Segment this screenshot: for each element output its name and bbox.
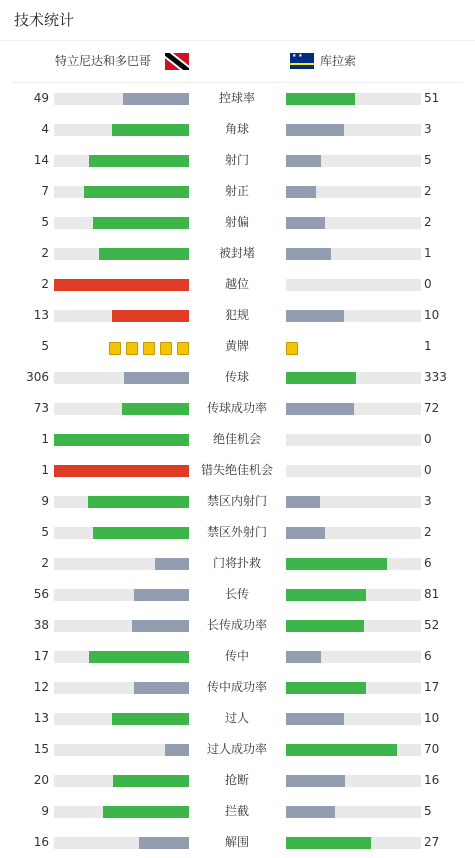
away-team-name: 库拉索 bbox=[320, 54, 357, 68]
away-value: 0 bbox=[424, 463, 432, 477]
away-bar-fill bbox=[286, 837, 371, 849]
away-value: 51 bbox=[424, 91, 440, 105]
curacao-flag-icon: ★ ★ bbox=[290, 53, 314, 69]
away-value: 0 bbox=[424, 432, 432, 446]
away-value: 0 bbox=[424, 277, 432, 291]
away-value: 5 bbox=[424, 804, 432, 818]
away-bar-fill bbox=[286, 775, 345, 787]
stat-row bbox=[0, 765, 475, 796]
away-bar-fill bbox=[286, 403, 354, 415]
yellow-card-icon bbox=[160, 342, 172, 355]
home-value: 9 bbox=[41, 804, 49, 818]
away-bar-track bbox=[286, 496, 421, 508]
home-bar-track bbox=[54, 775, 189, 787]
stat-label: 射偏 bbox=[224, 215, 249, 229]
stat-row bbox=[0, 827, 475, 858]
yellow-card-icon bbox=[126, 342, 138, 355]
home-bar-fill bbox=[122, 403, 190, 415]
away-bar-track bbox=[286, 186, 421, 198]
home-bar-fill bbox=[112, 713, 189, 725]
stats-list bbox=[0, 83, 475, 858]
away-bar-fill bbox=[286, 217, 325, 229]
away-bar-track bbox=[286, 465, 421, 477]
stat-row bbox=[0, 114, 475, 145]
stat-row bbox=[0, 641, 475, 672]
stat-label: 射门 bbox=[224, 153, 249, 167]
home-value: 5 bbox=[41, 525, 49, 539]
away-bar-track bbox=[286, 713, 421, 725]
away-value: 2 bbox=[424, 525, 432, 539]
home-bar-fill bbox=[93, 217, 189, 229]
away-bar-fill bbox=[286, 620, 364, 632]
away-bar-track bbox=[286, 217, 421, 229]
away-value: 1 bbox=[424, 339, 432, 353]
stat-row bbox=[0, 424, 475, 455]
stat-row bbox=[0, 331, 475, 362]
away-bar-track bbox=[286, 682, 421, 694]
home-bar-fill bbox=[93, 527, 189, 539]
yellow-card-icon bbox=[143, 342, 155, 355]
home-bar-fill bbox=[54, 434, 189, 446]
away-bar-track bbox=[286, 589, 421, 601]
away-yellow-cards bbox=[286, 340, 303, 353]
home-value: 14 bbox=[33, 153, 49, 167]
home-value: 2 bbox=[41, 277, 49, 291]
away-bar-fill bbox=[286, 496, 320, 508]
away-bar-fill bbox=[286, 372, 356, 384]
away-bar-track bbox=[286, 775, 421, 787]
home-value: 17 bbox=[33, 649, 49, 663]
home-value: 13 bbox=[33, 711, 49, 725]
home-bar-track bbox=[54, 837, 189, 849]
away-bar-fill bbox=[286, 682, 366, 694]
stat-label: 长传 bbox=[224, 587, 249, 601]
away-bar-track bbox=[286, 806, 421, 818]
home-bar-fill bbox=[54, 279, 189, 291]
home-bar-track bbox=[54, 403, 189, 415]
home-value: 5 bbox=[41, 215, 49, 229]
home-bar-track bbox=[54, 620, 189, 632]
home-bar-fill bbox=[89, 651, 189, 663]
home-value: 49 bbox=[33, 91, 49, 105]
away-value: 70 bbox=[424, 742, 440, 756]
away-bar-track bbox=[286, 372, 421, 384]
home-bar-fill bbox=[112, 124, 189, 136]
home-value: 12 bbox=[33, 680, 49, 694]
stat-row bbox=[0, 579, 475, 610]
home-bar-track bbox=[54, 589, 189, 601]
away-value: 72 bbox=[424, 401, 440, 415]
home-value: 56 bbox=[33, 587, 49, 601]
stat-row bbox=[0, 517, 475, 548]
away-bar-fill bbox=[286, 713, 344, 725]
home-bar-fill bbox=[113, 775, 189, 787]
home-bar-track bbox=[54, 186, 189, 198]
stat-label: 解围 bbox=[224, 835, 249, 849]
stat-label: 传球 bbox=[224, 370, 249, 384]
stat-label: 传中 bbox=[224, 649, 249, 663]
away-bar-fill bbox=[286, 744, 397, 756]
stat-label: 传球成功率 bbox=[206, 401, 267, 415]
away-bar-fill bbox=[286, 186, 316, 198]
home-bar-fill bbox=[54, 465, 189, 477]
away-bar-fill bbox=[286, 806, 335, 818]
away-bar-track bbox=[286, 93, 421, 105]
away-bar-track bbox=[286, 155, 421, 167]
home-bar-fill bbox=[124, 372, 189, 384]
away-value: 16 bbox=[424, 773, 440, 787]
home-bar-fill bbox=[134, 589, 189, 601]
yellow-card-icon bbox=[109, 342, 121, 355]
stat-row bbox=[0, 145, 475, 176]
away-bar-track bbox=[286, 744, 421, 756]
page-title: 技术统计 bbox=[0, 0, 475, 41]
home-bar-fill bbox=[99, 248, 189, 260]
home-value: 38 bbox=[33, 618, 49, 632]
home-bar-track bbox=[54, 248, 189, 260]
away-value: 1 bbox=[424, 246, 432, 260]
away-bar-fill bbox=[286, 558, 387, 570]
home-bar-track bbox=[54, 713, 189, 725]
stat-row bbox=[0, 83, 475, 114]
home-bar-fill bbox=[139, 837, 189, 849]
home-bar-track bbox=[54, 651, 189, 663]
home-bar-track bbox=[54, 558, 189, 570]
home-value: 73 bbox=[33, 401, 49, 415]
home-bar-fill bbox=[89, 155, 189, 167]
yellow-card-icon bbox=[177, 342, 189, 355]
stat-row bbox=[0, 269, 475, 300]
stat-row bbox=[0, 362, 475, 393]
yellow-card-icon bbox=[286, 342, 298, 355]
stat-row bbox=[0, 796, 475, 827]
home-value: 15 bbox=[33, 742, 49, 756]
away-bar-track bbox=[286, 310, 421, 322]
stat-row bbox=[0, 734, 475, 765]
home-value: 306 bbox=[26, 370, 49, 384]
away-bar-fill bbox=[286, 93, 355, 105]
stat-row bbox=[0, 610, 475, 641]
home-value: 7 bbox=[41, 184, 49, 198]
away-value: 52 bbox=[424, 618, 440, 632]
stat-row bbox=[0, 238, 475, 269]
stat-label: 角球 bbox=[224, 122, 249, 136]
away-value: 2 bbox=[424, 184, 432, 198]
away-bar-fill bbox=[286, 589, 366, 601]
home-value: 2 bbox=[41, 556, 49, 570]
stat-label: 禁区内射门 bbox=[206, 494, 267, 508]
stat-row bbox=[0, 672, 475, 703]
home-yellow-cards bbox=[104, 340, 189, 353]
home-value: 1 bbox=[41, 463, 49, 477]
home-value: 13 bbox=[33, 308, 49, 322]
home-bar-fill bbox=[155, 558, 189, 570]
home-bar-track bbox=[54, 527, 189, 539]
home-bar-track bbox=[54, 372, 189, 384]
away-value: 333 bbox=[424, 370, 447, 384]
stat-label: 抢断 bbox=[224, 773, 249, 787]
away-bar-track bbox=[286, 620, 421, 632]
stat-label: 过人 bbox=[224, 711, 249, 725]
stat-label: 传中成功率 bbox=[206, 680, 267, 694]
away-value: 3 bbox=[424, 494, 432, 508]
away-bar-track bbox=[286, 124, 421, 136]
stat-label: 射正 bbox=[224, 184, 249, 198]
away-bar-track bbox=[286, 403, 421, 415]
home-value: 1 bbox=[41, 432, 49, 446]
stat-label: 越位 bbox=[224, 277, 249, 291]
stat-row bbox=[0, 703, 475, 734]
away-bar-track bbox=[286, 527, 421, 539]
home-bar-track bbox=[54, 310, 189, 322]
home-bar-fill bbox=[123, 93, 189, 105]
away-bar-track bbox=[286, 558, 421, 570]
stat-label: 禁区外射门 bbox=[206, 525, 267, 539]
home-bar-fill bbox=[165, 744, 189, 756]
home-value: 4 bbox=[41, 122, 49, 136]
stat-label: 长传成功率 bbox=[206, 618, 267, 632]
away-value: 10 bbox=[424, 308, 440, 322]
stat-row bbox=[0, 548, 475, 579]
home-bar-fill bbox=[103, 806, 189, 818]
away-value: 10 bbox=[424, 711, 440, 725]
home-bar-track bbox=[54, 806, 189, 818]
team-header bbox=[12, 41, 463, 83]
away-bar-fill bbox=[286, 527, 325, 539]
away-bar-fill bbox=[286, 124, 344, 136]
home-bar-track bbox=[54, 155, 189, 167]
away-bar-track bbox=[286, 434, 421, 446]
away-value: 17 bbox=[424, 680, 440, 694]
home-bar-track bbox=[54, 682, 189, 694]
away-value: 2 bbox=[424, 215, 432, 229]
stat-label: 控球率 bbox=[218, 91, 255, 105]
stat-label: 门将扑救 bbox=[212, 556, 261, 570]
away-value: 5 bbox=[424, 153, 432, 167]
away-bar-track bbox=[286, 279, 421, 291]
home-bar-track bbox=[54, 465, 189, 477]
home-bar-track bbox=[54, 496, 189, 508]
stat-row bbox=[0, 393, 475, 424]
stat-label: 犯规 bbox=[224, 308, 249, 322]
stat-label: 被封堵 bbox=[218, 246, 255, 260]
stat-row bbox=[0, 300, 475, 331]
stat-label: 过人成功率 bbox=[206, 742, 267, 756]
away-value: 6 bbox=[424, 649, 432, 663]
home-value: 2 bbox=[41, 246, 49, 260]
home-bar-track bbox=[54, 744, 189, 756]
home-bar-track bbox=[54, 434, 189, 446]
away-bar-fill bbox=[286, 651, 321, 663]
stat-row bbox=[0, 176, 475, 207]
away-value: 27 bbox=[424, 835, 440, 849]
stat-row bbox=[0, 207, 475, 238]
stat-row bbox=[0, 455, 475, 486]
stat-row bbox=[0, 486, 475, 517]
away-bar-fill bbox=[286, 248, 331, 260]
away-value: 81 bbox=[424, 587, 440, 601]
home-bar-track bbox=[54, 279, 189, 291]
away-bar-track bbox=[286, 651, 421, 663]
home-bar-fill bbox=[132, 620, 189, 632]
away-bar-track bbox=[286, 837, 421, 849]
home-value: 5 bbox=[41, 339, 49, 353]
stat-label: 绝佳机会 bbox=[212, 432, 261, 446]
home-value: 16 bbox=[33, 835, 49, 849]
home-value: 9 bbox=[41, 494, 49, 508]
away-value: 6 bbox=[424, 556, 432, 570]
home-bar-fill bbox=[134, 682, 189, 694]
stat-label: 黄牌 bbox=[224, 339, 249, 353]
stat-label: 拦截 bbox=[224, 804, 249, 818]
away-bar-fill bbox=[286, 155, 321, 167]
away-value: 3 bbox=[424, 122, 432, 136]
stat-label: 错失绝佳机会 bbox=[200, 463, 273, 477]
trinidad-flag-icon bbox=[165, 53, 189, 70]
home-value: 20 bbox=[33, 773, 49, 787]
home-bar-track bbox=[54, 124, 189, 136]
home-bar-fill bbox=[112, 310, 189, 322]
away-bar-track bbox=[286, 248, 421, 260]
home-team-name: 特立尼达和多巴哥 bbox=[54, 54, 151, 68]
home-bar-track bbox=[54, 217, 189, 229]
home-bar-fill bbox=[84, 186, 189, 198]
home-bar-fill bbox=[88, 496, 189, 508]
home-bar-track bbox=[54, 93, 189, 105]
away-bar-fill bbox=[286, 310, 344, 322]
